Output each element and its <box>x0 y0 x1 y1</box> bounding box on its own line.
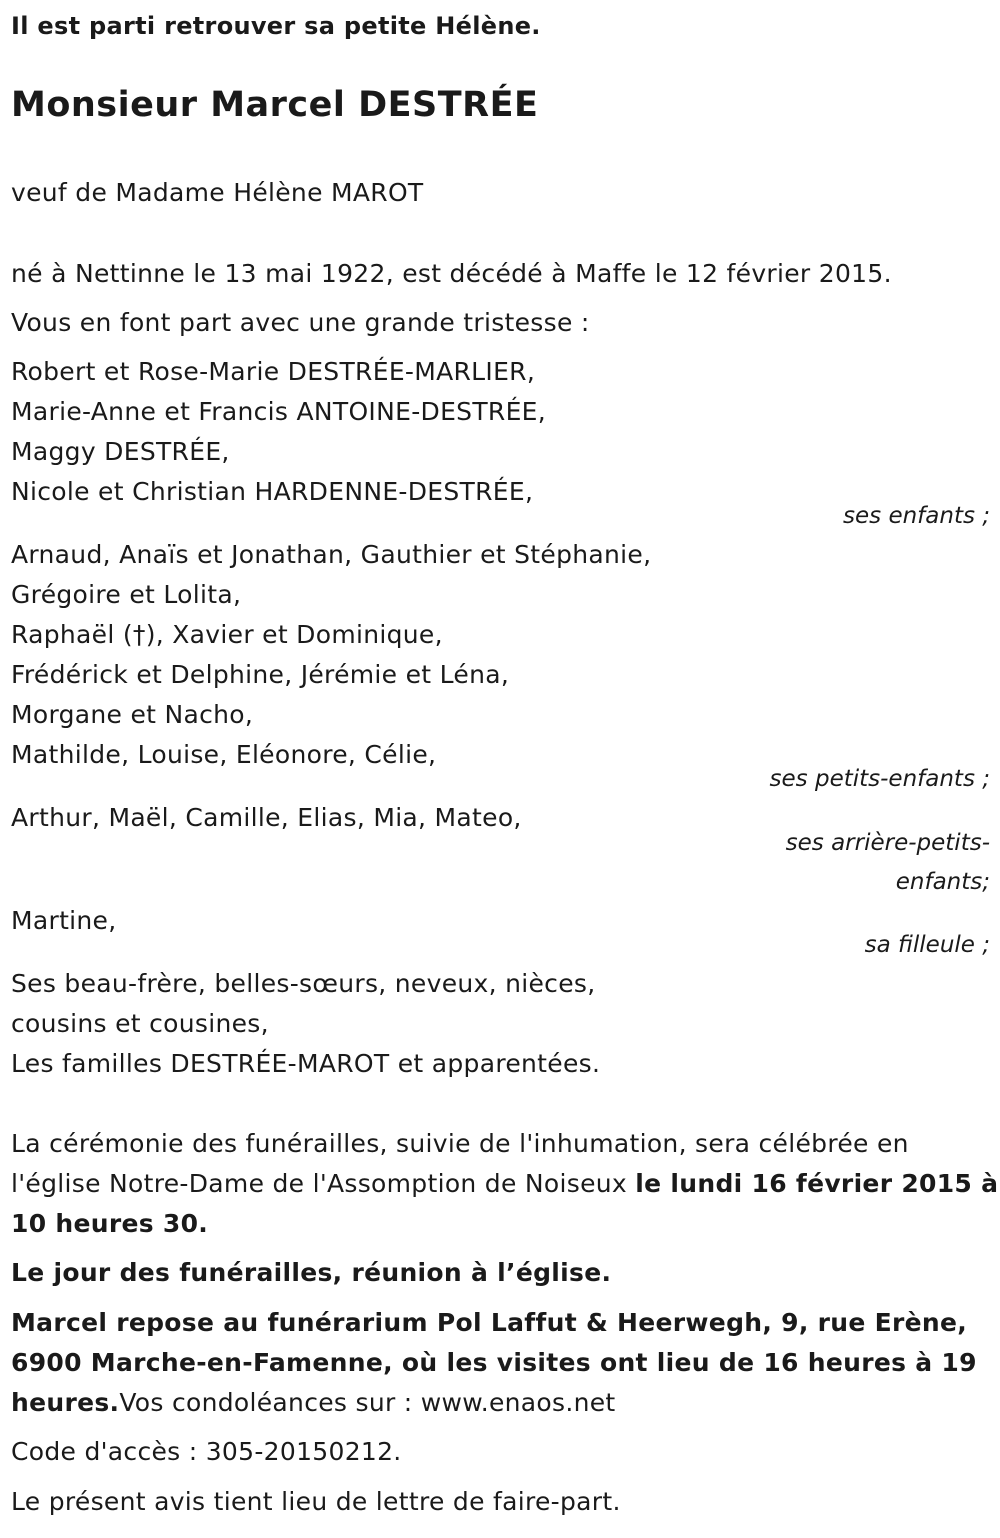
child-1: Robert et Rose-Marie DESTRÉE-MARLIER, <box>11 357 536 386</box>
family-2: cousins et cousines, <box>11 1009 269 1038</box>
rest-line-3 <box>11 1383 616 1423</box>
grandchildren-label: ses petits-enfants ; <box>769 766 990 792</box>
great-grandchildren-label-1: ses arrière-petits- <box>785 830 990 856</box>
child-2: Marie-Anne et Francis ANTOINE-DESTRÉE, <box>11 397 547 426</box>
rest-line-1: Marcel repose au funérarium Pol Laffut & Heerwegh, 9, rue Erène, <box>11 1308 968 1337</box>
ceremony-date: le lundi 16 février 2015 à <box>635 1169 999 1198</box>
grandchild-4: Frédérick et Delphine, Jérémie et Léna, <box>11 660 510 689</box>
family-3: Les familles DESTRÉE-MAROT et apparentées. <box>11 1049 601 1078</box>
ceremony-line-1: La cérémonie des funérailles, suivie de l'inhumation, sera célébrée en <box>11 1129 909 1158</box>
announce: Vous en font part avec une grande tristesse : <box>11 308 590 337</box>
child-3: Maggy DESTRÉE, <box>11 437 230 466</box>
ceremony-place: l'église Notre-Dame de l'Assomption de Noiseux <box>11 1169 636 1198</box>
widow-of: veuf de Madame Hélène MAROT <box>11 178 424 207</box>
ceremony-line-2 <box>11 1164 998 1204</box>
deceased-name: Monsieur Marcel DESTRÉE <box>11 85 539 125</box>
rest-hours: heures. <box>11 1388 120 1417</box>
meeting: Le jour des funérailles, réunion à l’église. <box>11 1258 612 1287</box>
birth-death: né à Nettinne le 13 mai 1922, est décédé à Maffe le 12 février 2015. <box>11 259 892 288</box>
goddaughter: Martine, <box>11 906 117 935</box>
great-grandchildren: Arthur, Maël, Camille, Elias, Mia, Mateo, <box>11 803 522 832</box>
notice: Le présent avis tient lieu de lettre de faire-part. <box>11 1487 621 1516</box>
goddaughter-label: sa filleule ; <box>864 932 990 958</box>
grandchild-3: Raphaël (†), Xavier et Dominique, <box>11 620 443 649</box>
ceremony-time: 10 heures 30. <box>11 1209 209 1238</box>
great-grandchildren-label-2: enfants; <box>895 869 990 895</box>
condolences: Vos condoléances sur : www.enaos.net <box>119 1388 616 1417</box>
grandchild-2: Grégoire et Lolita, <box>11 580 242 609</box>
family-1: Ses beau-frère, belles-sœurs, neveux, nièces, <box>11 969 596 998</box>
epigraph: Il est parti retrouver sa petite Hélène. <box>11 12 541 40</box>
grandchild-5: Morgane et Nacho, <box>11 700 254 729</box>
grandchild-1: Arnaud, Anaïs et Jonathan, Gauthier et Stéphanie, <box>11 540 652 569</box>
grandchild-6: Mathilde, Louise, Eléonore, Célie, <box>11 740 437 769</box>
children-label: ses enfants ; <box>843 503 990 529</box>
access-code: Code d'accès : 305-20150212. <box>11 1437 402 1466</box>
rest-line-2: 6900 Marche-en-Famenne, où les visites ont lieu de 16 heures à 19 <box>11 1348 977 1377</box>
child-4: Nicole et Christian HARDENNE-DESTRÉE, <box>11 477 534 506</box>
